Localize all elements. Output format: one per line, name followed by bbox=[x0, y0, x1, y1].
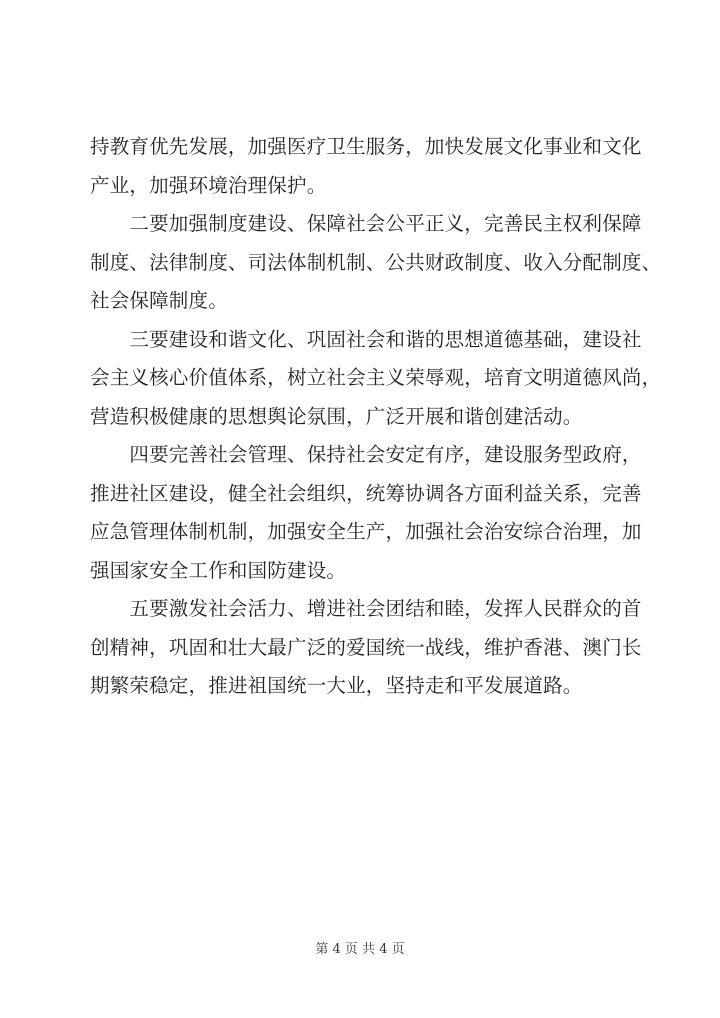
text-line: 产业，加强环境治理保护。 bbox=[90, 173, 327, 197]
text-line: 五要激发社会活力、增进社会团结和睦，发挥人民群众的首 bbox=[90, 597, 642, 620]
text-line: 二要加强制度建设、保障社会公平正义，完善民主权利保障 bbox=[90, 212, 642, 235]
text-line: 持教育优先发展，加强医疗卫生服务，加快发展文化事业和文化 bbox=[90, 135, 642, 158]
text-line: 会主义核心价值体系，树立社会主义荣辱观，培育文明道德风尚， bbox=[90, 366, 662, 389]
text-line: 强国家安全工作和国防建设。 bbox=[90, 558, 347, 582]
text-line: 营造积极健康的思想舆论氛围，广泛开展和谐创建活动。 bbox=[90, 404, 583, 428]
text-line: 应急管理体制机制，加强安全生产，加强社会治安综合治理，加 bbox=[90, 520, 642, 543]
text-line: 期繁荣稳定，推进祖国统一大业，坚持走和平发展道路。 bbox=[90, 674, 583, 697]
text-line: 四要完善社会管理、保持社会安定有序，建设服务型政府， bbox=[90, 443, 642, 466]
page-footer: 第 4 页 共 4 页 bbox=[315, 942, 405, 957]
text-line: 推进社区建设，健全社会组织，统筹协调各方面利益关系，完善 bbox=[90, 481, 642, 505]
text-line: 三要建设和谐文化、巩固社会和谐的思想道德基础，建设社 bbox=[90, 327, 642, 351]
text-line: 制度、法律制度、司法体制机制、公共财政制度、收入分配制度、 bbox=[90, 250, 662, 274]
text-line: 创精神，巩固和壮大最广泛的爱国统一战线，维护香港、澳门长 bbox=[90, 635, 642, 659]
document-body bbox=[90, 128, 662, 706]
text-line: 社会保障制度。 bbox=[90, 289, 228, 312]
